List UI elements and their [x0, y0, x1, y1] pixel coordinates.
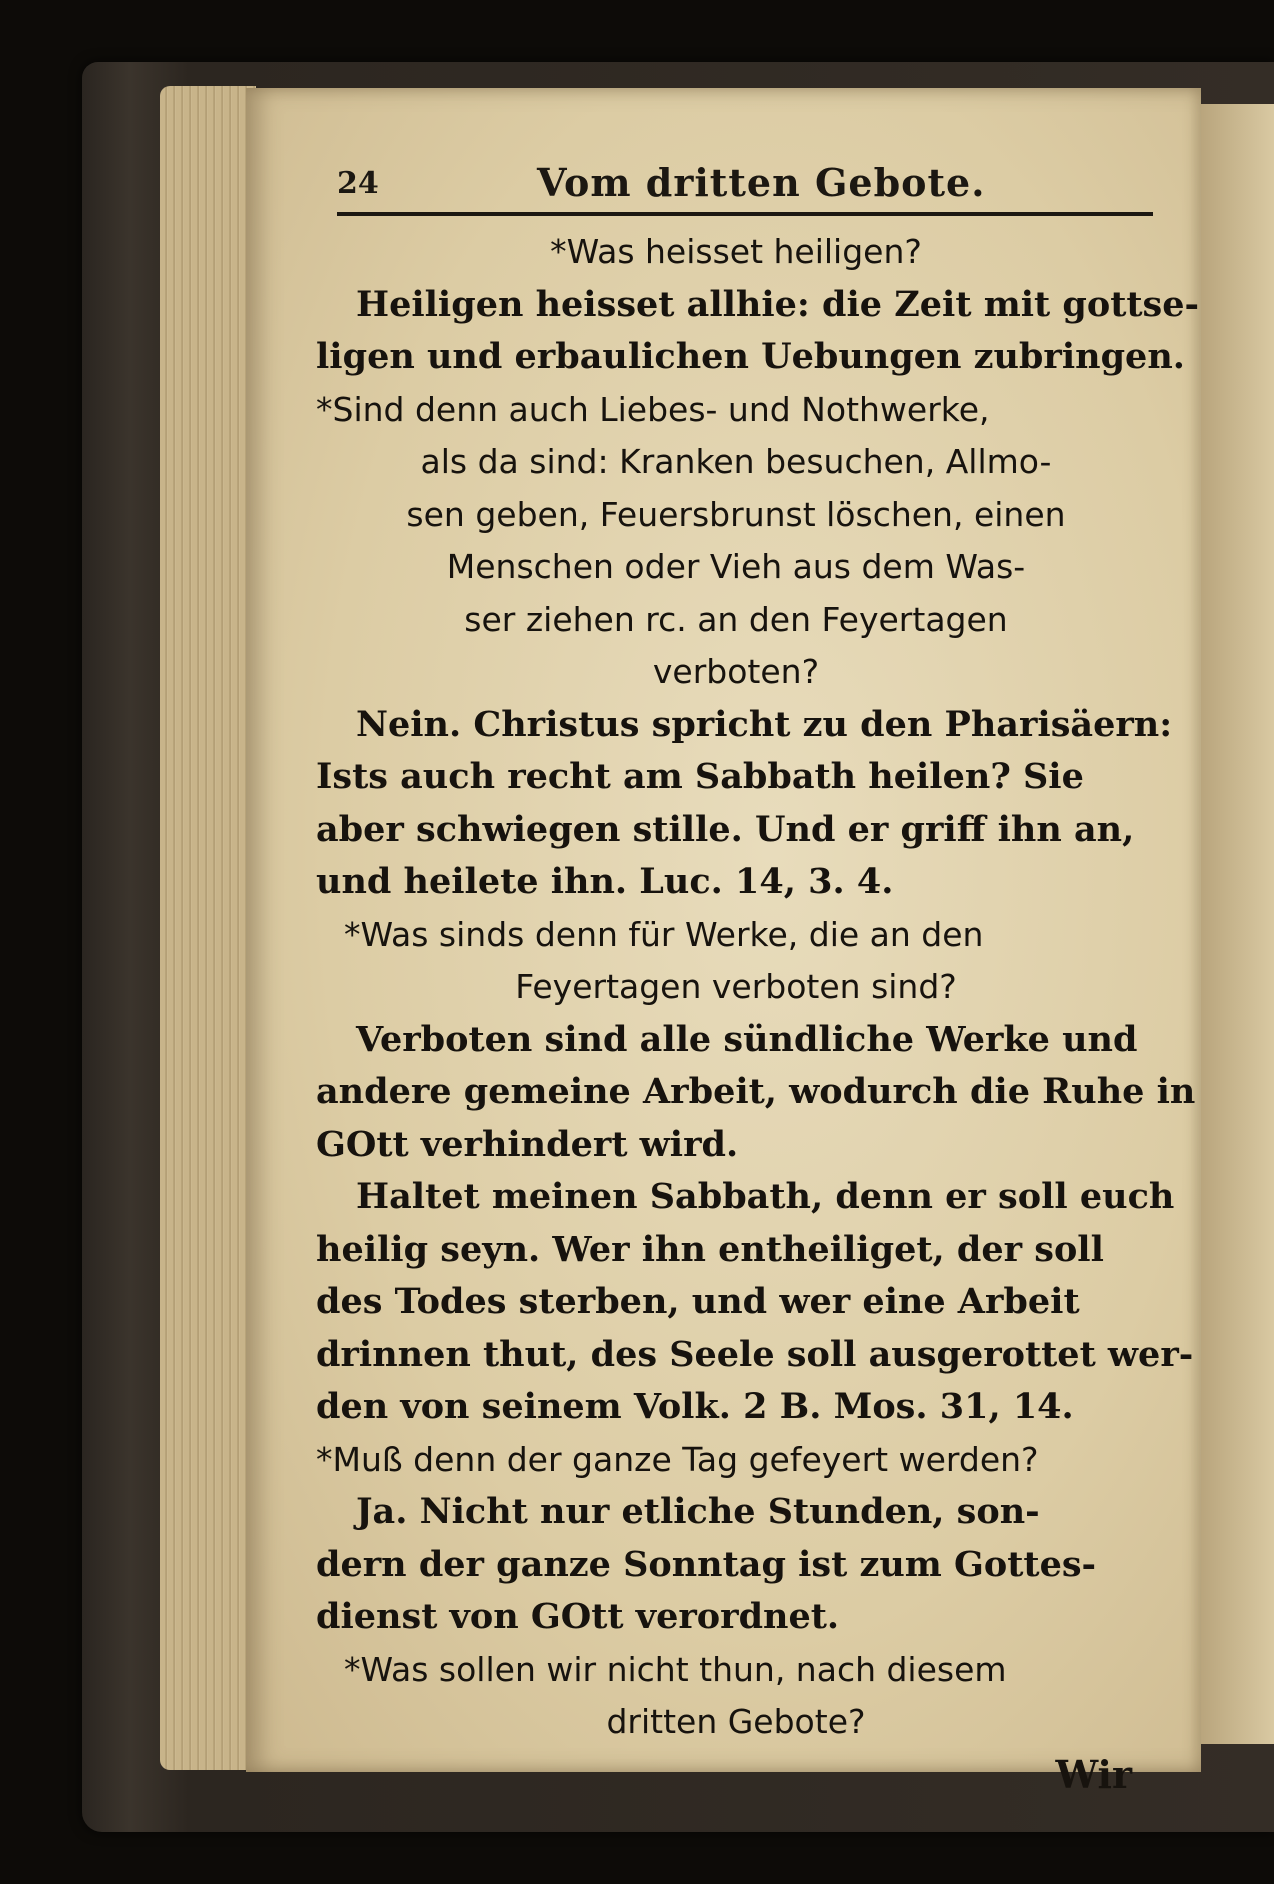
- question-line: ser ziehen rc. an den Feyertagen: [464, 599, 1008, 639]
- answer-line: Heiligen heisset allhie: die Zeit mit gottse-: [356, 283, 1200, 325]
- answer-line: andere gemeine Arbeit, wodurch die Ruhe in: [316, 1071, 1196, 1112]
- answer-line: dern der ganze Sonntag ist zum Gottes-: [316, 1543, 1097, 1585]
- question-line: *Was heisset heiligen?: [550, 232, 922, 271]
- question-line: *Sind denn auch Liebes- und Nothwerke,: [316, 389, 990, 429]
- running-head: Vom dritten Gebote.: [537, 160, 986, 205]
- question-line: als da sind: Kranken besuchen, Allmo-: [420, 442, 1052, 481]
- answer-line: ligen und erbaulichen Uebungen zubringen.: [316, 336, 1185, 377]
- answer-line: GOtt verhindert wird.: [316, 1123, 739, 1165]
- answer-line: Ja. Nicht nur etliche Stunden, son-: [356, 1491, 1040, 1532]
- answer-line: drinnen thut, des Seele soll ausgerottet wer-: [316, 1333, 1194, 1375]
- page-edges: [160, 86, 256, 1770]
- catchword: Wir: [1055, 1751, 1132, 1797]
- answer-line: Haltet meinen Sabbath, denn er soll euch: [356, 1176, 1175, 1217]
- question-line: *Was sollen wir nicht thun, nach diesem: [344, 1649, 1007, 1689]
- page-number: 24: [337, 166, 379, 201]
- question-line: Feyertagen verboten sind?: [515, 967, 957, 1006]
- question-line: Menschen oder Vieh aus dem Was-: [446, 547, 1026, 586]
- question-line: *Muß denn der ganze Tag gefeyert werden?: [316, 1439, 1039, 1479]
- answer-line: Ists auch recht am Sabbath heilen? Sie: [316, 756, 1084, 797]
- page-header: [337, 160, 1153, 216]
- question-line: sen geben, Feuersbrunst löschen, einen: [406, 494, 1066, 534]
- question-line: dritten Gebote?: [606, 1702, 866, 1741]
- answer-line: und heilete ihn. Luc. 14, 3. 4.: [316, 861, 894, 902]
- question-line: verboten?: [652, 652, 820, 691]
- answer-line: aber schwiegen stille. Und er griff ihn an,: [316, 808, 1135, 850]
- question-line: *Was sinds denn für Werke, die an den: [344, 914, 984, 954]
- answer-line: heilig seyn. Wer ihn entheiliget, der soll: [316, 1228, 1104, 1270]
- answer-line: des Todes sterben, und wer eine Arbeit: [316, 1281, 1080, 1322]
- answer-line: dienst von GOtt verordnet.: [316, 1596, 840, 1637]
- page-body: [316, 226, 1200, 1801]
- answer-line: den von seinem Volk. 2 B. Mos. 31, 14.: [316, 1386, 1074, 1427]
- answer-line: Verboten sind alle sündliche Werke und: [356, 1018, 1138, 1060]
- answer-line: Nein. Christus spricht zu den Pharisäern:: [356, 703, 1173, 745]
- facing-page-edge: [1201, 104, 1274, 1744]
